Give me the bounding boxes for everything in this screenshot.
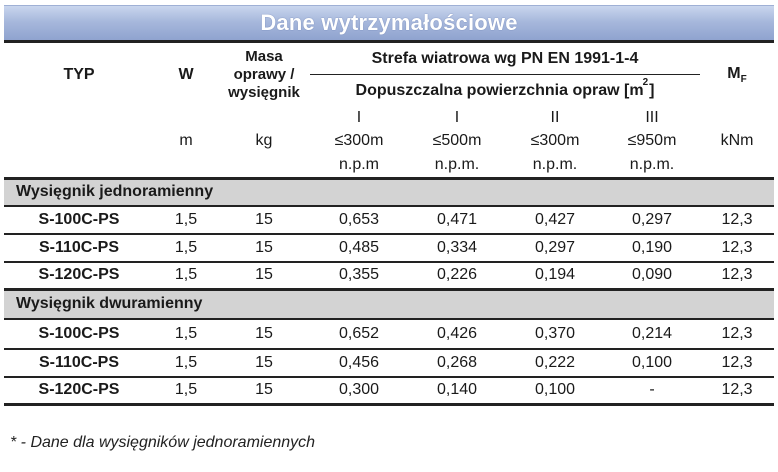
cell-masa: 15 xyxy=(218,206,310,234)
table-row xyxy=(4,349,774,377)
header-dopuszczalna-text: Dopuszczalna powierzchnia opraw [m xyxy=(355,82,644,100)
cell-w: 1,5 xyxy=(154,234,218,262)
cell-mf: 12,3 xyxy=(700,206,774,234)
cell-zone-1: 0,653 xyxy=(310,206,408,234)
header-mf xyxy=(700,42,774,108)
cell-zone-4: 0,090 xyxy=(631,266,673,284)
zone-4-alt: ≤950m xyxy=(627,132,677,149)
unit-w: m xyxy=(179,132,193,149)
section-title: Wysięgnik dwuramienny xyxy=(4,290,774,319)
unit-mf: kNm xyxy=(720,132,754,149)
zone-2-npm: n.p.m. xyxy=(434,156,480,174)
cell-zone-1: 0,355 xyxy=(338,266,380,284)
section-header-1 xyxy=(4,179,774,206)
cell-zone-3: 0,370 xyxy=(506,319,604,349)
table-title: Dane wytrzymałościowe xyxy=(260,10,518,35)
cell-masa: 15 xyxy=(218,319,310,349)
unit-row xyxy=(4,129,774,154)
cell-zone-3: 0,297 xyxy=(506,234,604,262)
cell-zone-4: 0,100 xyxy=(604,349,700,377)
cell-w: 1,5 xyxy=(154,319,218,349)
cell-masa: 15 xyxy=(255,266,273,284)
header-dopuszczalna-sup: 2 xyxy=(642,77,649,89)
table-row xyxy=(4,319,774,349)
cell-zone-1: 0,485 xyxy=(310,234,408,262)
cell-typ: S-100C-PS xyxy=(4,206,154,234)
strength-data-table xyxy=(4,40,774,406)
cell-w: 1,5 xyxy=(154,349,218,377)
unit-masa: kg xyxy=(255,132,273,149)
header-mf-sub: F xyxy=(740,74,747,86)
zone-3-npm: n.p.m. xyxy=(532,156,578,174)
title-bar xyxy=(4,5,774,40)
header-dopuszczalna xyxy=(310,75,700,108)
cell-zone-2: 0,471 xyxy=(408,206,506,234)
header-masa-line3: wysięgnik xyxy=(228,84,300,102)
header-masa xyxy=(218,42,310,108)
zone-2-alt: ≤500m xyxy=(432,132,482,149)
cell-zone-2: 0,140 xyxy=(408,377,506,405)
cell-typ: S-110C-PS xyxy=(4,349,154,377)
table-row xyxy=(4,206,774,234)
cell-w: 1,5 xyxy=(154,206,218,234)
cell-typ: S-120C-PS xyxy=(38,266,120,284)
zone-4-npm: n.p.m. xyxy=(629,156,675,174)
cell-zone-2: 0,426 xyxy=(408,319,506,349)
header-masa-line1: Masa xyxy=(245,48,283,66)
cell-zone-3: 0,194 xyxy=(534,266,576,284)
cell-zone-4: 0,297 xyxy=(604,206,700,234)
table-row xyxy=(4,377,774,405)
zone-1-npm: n.p.m xyxy=(338,156,379,174)
cell-zone-3: 0,222 xyxy=(506,349,604,377)
cell-mf: 12,3 xyxy=(700,234,774,262)
header-mf-main: M xyxy=(727,65,741,83)
cell-zone-4: - xyxy=(604,377,700,405)
cell-mf: 12,3 xyxy=(721,266,753,284)
cell-mf: 12,3 xyxy=(700,377,774,405)
zone-roman-row xyxy=(4,108,774,129)
zone-1-alt: ≤300m xyxy=(334,132,384,149)
zone-1-roman: I xyxy=(356,109,362,126)
zone-npm-row xyxy=(4,154,774,179)
cell-zone-1: 0,300 xyxy=(310,377,408,405)
cell-zone-4: 0,190 xyxy=(604,234,700,262)
section-title: Wysięgnik jednoramienny xyxy=(4,179,774,206)
zone-3-alt: ≤300m xyxy=(530,132,580,149)
cell-zone-1: 0,456 xyxy=(310,349,408,377)
cell-zone-2: 0,334 xyxy=(408,234,506,262)
cell-w: 1,5 xyxy=(154,377,218,405)
header-row-1 xyxy=(4,42,774,75)
zone-3-roman: II xyxy=(550,109,560,126)
zone-2-roman: I xyxy=(454,109,460,126)
cell-zone-4: 0,214 xyxy=(604,319,700,349)
cell-mf: 12,3 xyxy=(700,349,774,377)
footnote: * - Dane dla wysięgników jednoramiennych xyxy=(10,434,316,451)
cell-w: 1,5 xyxy=(174,266,198,284)
cell-masa: 15 xyxy=(218,234,310,262)
header-w: W xyxy=(178,66,194,84)
cell-zone-1: 0,652 xyxy=(310,319,408,349)
cell-typ: S-100C-PS xyxy=(4,319,154,349)
cell-zone-3: 0,100 xyxy=(506,377,604,405)
cell-masa: 15 xyxy=(218,377,310,405)
header-typ: TYP xyxy=(63,66,95,84)
cell-typ: S-110C-PS xyxy=(4,234,154,262)
header-masa-line2: oprawy / xyxy=(233,66,295,84)
cell-mf: 12,3 xyxy=(700,319,774,349)
table-row xyxy=(4,234,774,262)
table-row xyxy=(4,262,774,290)
cell-masa: 15 xyxy=(218,349,310,377)
cell-typ: S-120C-PS xyxy=(4,377,154,405)
cell-zone-2: 0,226 xyxy=(436,266,478,284)
header-dopuszczalna-end: ] xyxy=(649,82,655,100)
cell-zone-3: 0,427 xyxy=(506,206,604,234)
zone-4-roman: III xyxy=(645,109,659,126)
header-strefa: Strefa wiatrowa wg PN EN 1991-1-4 xyxy=(310,42,700,75)
cell-zone-2: 0,268 xyxy=(408,349,506,377)
section-header-2 xyxy=(4,290,774,319)
